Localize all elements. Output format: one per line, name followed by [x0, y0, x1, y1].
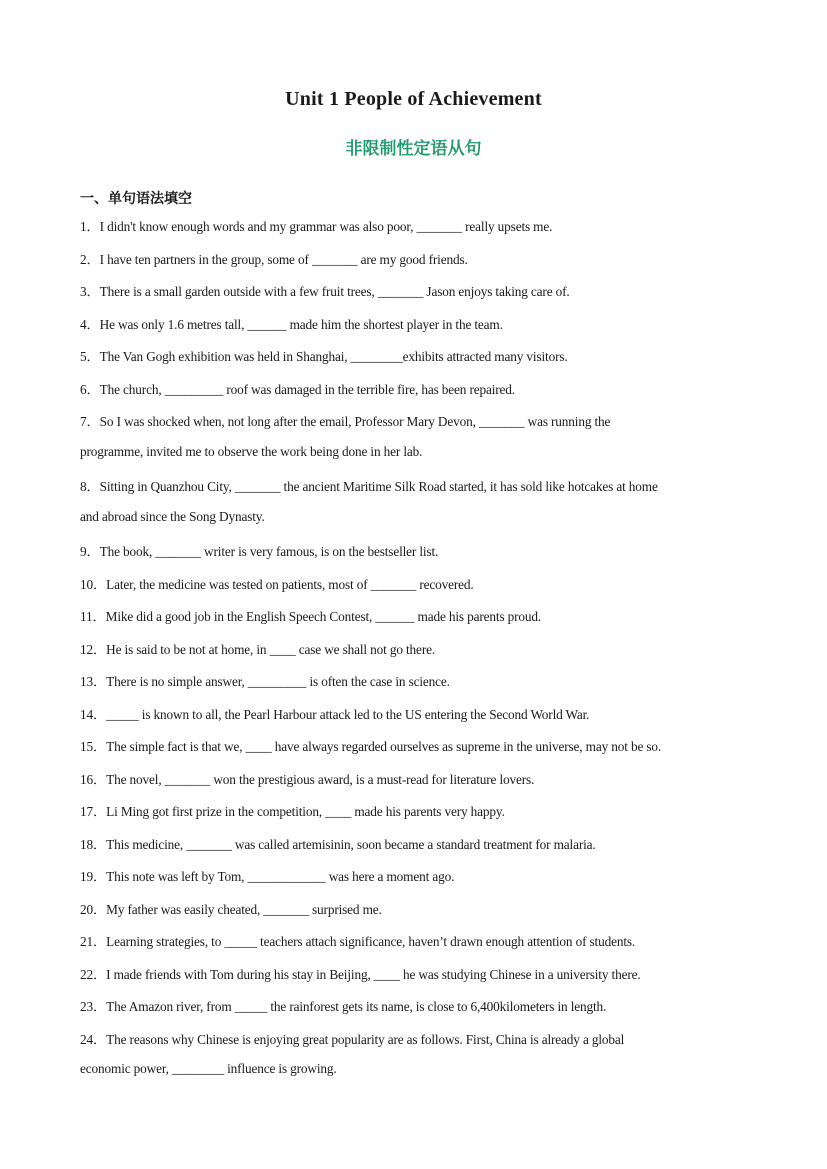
question-line-continued: programme, invited me to observe the work being done in her lab.	[80, 444, 423, 459]
question-line: 2．I have ten partners in the group, some of _______ are my good friends.	[80, 252, 468, 267]
question-line: 20．My father was easily cheated, _______ surprised me.	[80, 902, 382, 917]
question-line: 14．_____ is known to all, the Pearl Harbour attack led to the US entering the Second World War.	[80, 707, 590, 722]
question-line: 12．He is said to be not at home, in ____ case we shall not go there.	[80, 642, 436, 657]
question-line: 5．The Van Gogh exhibition was held in Shanghai, ________exhibits attracted many visitors.	[80, 349, 568, 364]
question-line: 13．There is no simple answer, _________ is often the case in science.	[80, 674, 450, 689]
question-line: 21．Learning strategies, to _____ teachers attach significance, haven’t drawn enough attention of students.	[80, 934, 636, 949]
question-line: 4．He was only 1.6 metres tall, ______ made him the shortest player in the team.	[80, 317, 503, 332]
question-line: 15．The simple fact is that we, ____ have always regarded ourselves as supreme in the universe, may not be so.	[80, 739, 662, 754]
question-line-continued: economic power, ________ influence is growing.	[80, 1061, 337, 1076]
question-line: 10．Later, the medicine was tested on patients, most of _______ recovered.	[80, 577, 474, 592]
question-line: 6．The church, _________ roof was damaged in the terrible fire, has been repaired.	[80, 382, 515, 397]
question-line: 9．The book, _______ writer is very famous, is on the bestseller list.	[80, 544, 439, 559]
question-line: 1．I didn't know enough words and my grammar was also poor, _______ really upsets me.	[80, 219, 553, 234]
section-heading: 一、单句语法填空	[80, 191, 192, 207]
question-line: 7．So I was shocked when, not long after the email, Professor Mary Devon, _______ was running the	[80, 414, 611, 429]
question-line: 19．This note was left by Tom, ____________ was here a moment ago.	[80, 869, 455, 884]
page-subtitle: 非限制性定语从句	[345, 139, 482, 159]
question-line: 16．The novel, _______ won the prestigious award, is a must-read for literature lovers.	[80, 772, 535, 787]
question-line: 24．The reasons why Chinese is enjoying great popularity are as follows. First, China is already a global	[80, 1032, 625, 1047]
question-line: 23．The Amazon river, from _____ the rainforest gets its name, is close to 6,400kilometers in length.	[80, 999, 607, 1014]
question-line-continued: and abroad since the Song Dynasty.	[80, 509, 265, 524]
question-line: 11．Mike did a good job in the English Speech Contest, ______ made his parents proud.	[80, 609, 542, 624]
page-title: Unit 1 People of Achievement	[285, 88, 542, 110]
question-line: 3．There is a small garden outside with a few fruit trees, _______ Jason enjoys taking care of.	[80, 284, 570, 299]
question-line: 18．This medicine, _______ was called artemisinin, soon became a standard treatment for malaria.	[80, 837, 596, 852]
question-line: 22．I made friends with Tom during his stay in Beijing, ____ he was studying Chinese in a university there.	[80, 967, 641, 982]
question-line: 17．Li Ming got first prize in the competition, ____ made his parents very happy.	[80, 804, 505, 819]
question-line: 8．Sitting in Quanzhou City, _______ the ancient Maritime Silk Road started, it has sold like hotcakes at home	[80, 479, 658, 494]
